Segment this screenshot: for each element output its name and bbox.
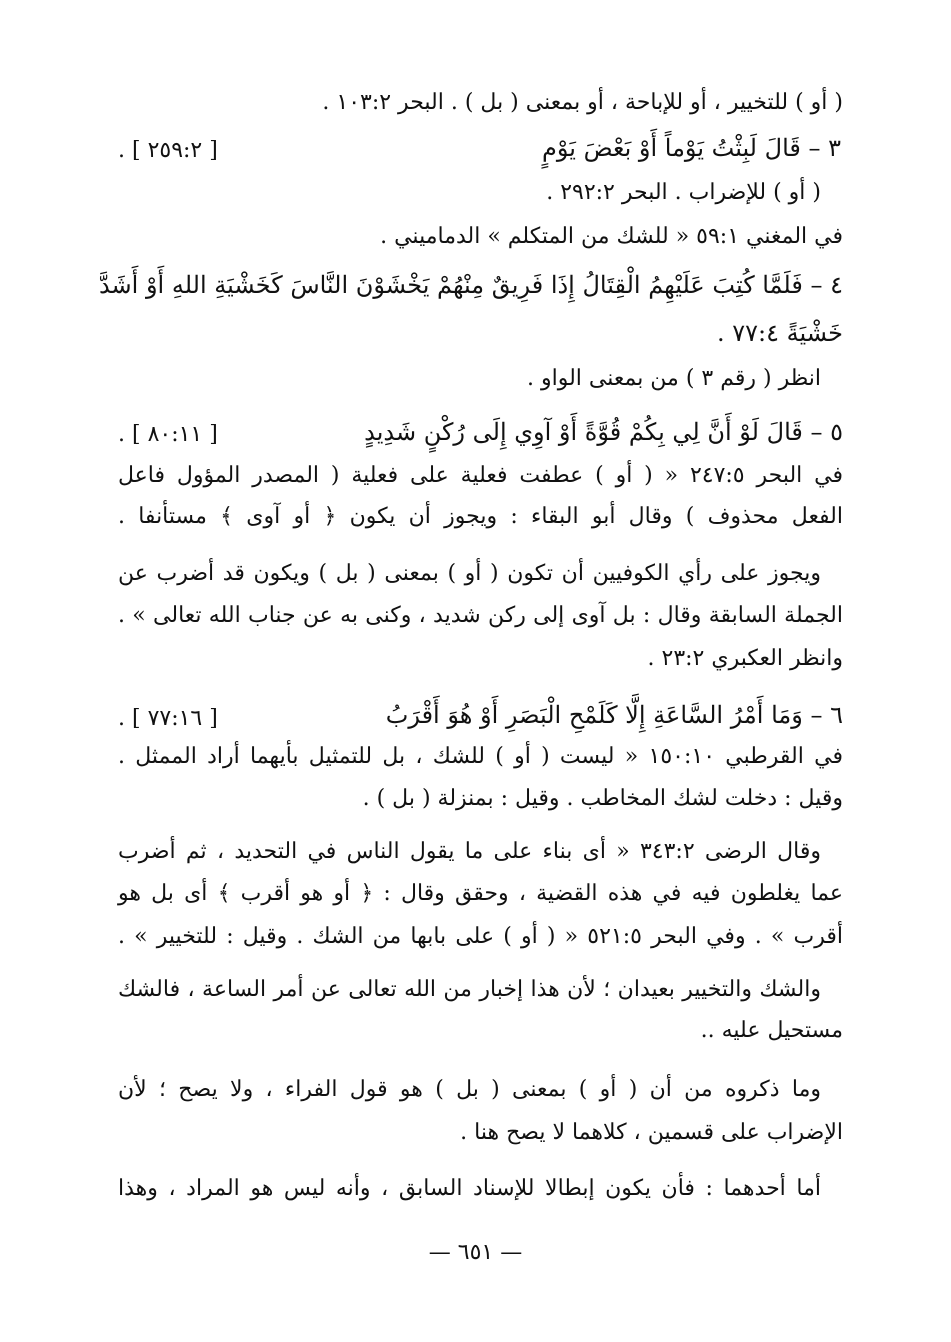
text-line: أما أحدهما : فأن يكون إبطالا للإسناد السابق ، وأنه ليس هو المراد ، وهذا <box>118 1176 821 1201</box>
text-line: في القرطبي ١٥٠:١٠ « ليست ( أو ) للشك ، بل للتمثيل بأيهما أراد الممثل . <box>118 744 843 769</box>
page-number: — ٦٥١ — <box>428 1240 523 1265</box>
verse-reference: [ ٧٧:١٦ ] . <box>118 706 218 731</box>
text-line: ويجوز على رأي الكوفيين أن تكون ( أو ) بمعنى ( بل ) ويكون قد أضرب عن <box>118 561 821 586</box>
text-line: أقرب » . وفي البحر ٥٢١:٥ « ( أو ) على بابها من الشك . وقيل : للتخيير » . <box>118 924 843 949</box>
text-line: ( أو ) للتخيير ، أو للإباحة ، أو بمعنى ( بل ) . البحر ١٠٣:٢ . <box>322 90 843 115</box>
verse-5: ٥ – قَالَ لَوْ أَنَّ لِي بِكُمْ قُوَّةً أَوْ آوِي إِلَى رُكْنٍ شَدِيدٍ <box>364 418 843 446</box>
text-line: مستحيل عليه .. <box>700 1018 843 1043</box>
text-line: وانظر العكبري ٢٣:٢ . <box>647 646 843 671</box>
verse-3: ٣ – قَالَ لَبِثْتُ يَوْماً أَوْ بَعْضَ يَوْمٍ <box>542 134 841 162</box>
verse-reference: [ ٢٥٩:٢ ] . <box>118 138 218 163</box>
text-line: وما ذكروه من أن ( أو ) بمعنى ( بل ) هو قول الفراء ، ولا يصح ؛ لأن <box>118 1077 821 1102</box>
verse-4: ٤ – فَلَمَّا كُتِبَ عَلَيْهِمُ الْقِتَالُ إِذَا فَرِيقٌ مِنْهُمْ يَخْشَوْنَ النَّاسَ كَخَشْيَةِ اللهِ أَوْ أَشَدَّ <box>98 271 843 299</box>
text-line: في المغني ٥٩:١ « للشك من المتكلم » الدماميني . <box>380 224 843 249</box>
text-line: انظر ( رقم ٣ ) من بمعنى الواو . <box>526 366 821 391</box>
text-line: عما يغلطون فيه في هذه القضية ، وحقق وقال : ﴿ أو هو أقرب ﴾ أى بل هو <box>118 881 843 906</box>
text-line: والشك والتخيير بعيدان ؛ لأن هذا إخبار من الله تعالى عن أمر الساعة ، فالشك <box>118 977 821 1002</box>
text-line: ( أو ) للإضراب . البحر ٢٩٢:٢ . <box>546 180 821 205</box>
text-line: في البحر ٢٤٧:٥ « ( أو ) عطفت فعلية على فعلية ( المصدر المؤول فاعل <box>118 463 843 488</box>
text-line: الإضراب على قسمين ، كلاهما لا يصح هنا . <box>460 1120 843 1145</box>
verse-6: ٦ – وَمَا أَمْرُ السَّاعَةِ إِلَّا كَلَمْحِ الْبَصَرِ أَوْ هُوَ أَقْرَبُ <box>385 701 843 729</box>
text-line: وقال الرضى ٣٤٣:٢ « أى بناء على ما يقول الناس في التحديد ، ثم أضرب <box>118 839 821 864</box>
text-line: وقيل : دخلت لشك المخاطب . وقيل : بمنزلة ( بل ) . <box>362 786 843 811</box>
verse-reference: [ ٨٠:١١ ] . <box>118 422 218 447</box>
text-line: الفعل محذوف ) وقال أبو البقاء : ويجوز أن يكون ﴿ أو آوى ﴾ مستأنفا . <box>118 504 843 529</box>
verse-4-end: خَشْيَةً ٧٧:٤ . <box>716 319 843 347</box>
text-line: الجملة السابقة وقال : بل آوى إلى ركن شديد ، وكنى به عن جناب الله تعالى » . <box>118 603 843 628</box>
